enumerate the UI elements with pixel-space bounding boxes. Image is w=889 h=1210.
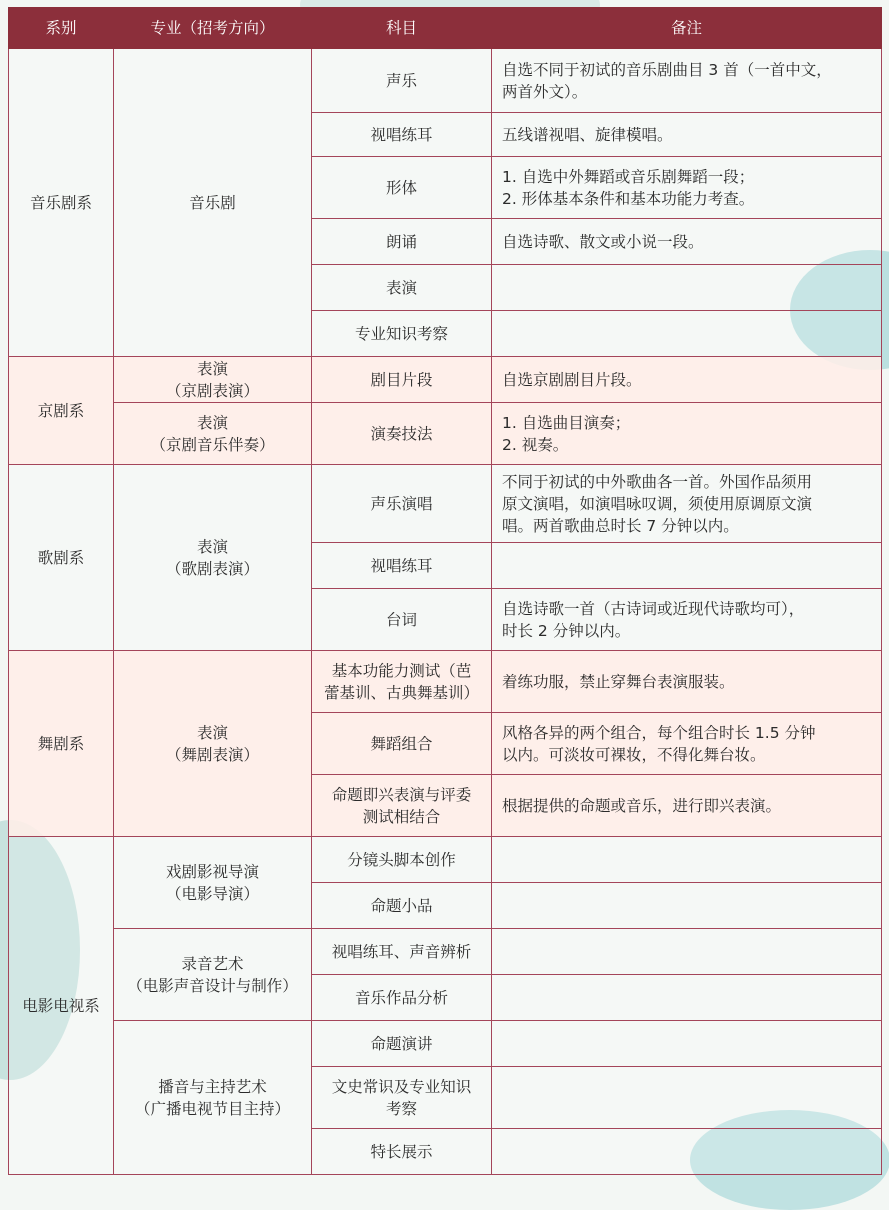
table-header-row [9, 8, 882, 49]
text-line: 1. 自选中外舞蹈或音乐剧舞蹈一段； [502, 167, 755, 186]
text-line: 表演 [196, 359, 228, 378]
subject-cell [312, 589, 492, 651]
subject-cell [312, 1021, 492, 1067]
subject-cell [312, 219, 492, 265]
note-cell [492, 49, 882, 113]
note-cell [492, 775, 882, 837]
note-cell [492, 265, 882, 311]
note-cell [492, 929, 882, 975]
table-row [9, 837, 882, 883]
text-line: 戏剧影视导演 [165, 862, 259, 881]
text-line: 演奏技法 [370, 424, 433, 443]
text-line: （歌剧表演） [165, 559, 259, 578]
text-line: 形体 [385, 178, 417, 197]
subject-cell [312, 265, 492, 311]
major-cell [114, 651, 312, 837]
subject-cell [312, 713, 492, 775]
text-line: （舞剧表演） [165, 745, 259, 764]
text-line: 风格各异的两个组合，每个组合时长 1.5 分钟 [502, 723, 816, 742]
text-line: 台词 [385, 610, 417, 629]
text-line: 舞蹈组合 [370, 734, 433, 753]
text-line: （京剧表演） [165, 381, 259, 400]
subject-cell [312, 1067, 492, 1129]
table-row [9, 357, 882, 403]
text-line: 视唱练耳 [370, 556, 433, 575]
text-line: 原文演唱，如演唱咏叹调，须使用原调原文演 [502, 494, 813, 513]
major-cell [114, 49, 312, 357]
table-row [9, 929, 882, 975]
table-row [9, 49, 882, 113]
dept-cell: 歌剧系 [9, 465, 114, 651]
text-line: 特长展示 [370, 1142, 433, 1161]
text-line: 自选诗歌、散文或小说一段。 [502, 232, 704, 251]
dept-cell: 电影电视系 [9, 837, 114, 1175]
text-line: 1. 自选曲目演奏； [502, 413, 631, 432]
header-dept: 系别 [9, 8, 114, 49]
text-line: 声乐 [385, 71, 417, 90]
note-cell [492, 311, 882, 357]
text-line: 时长 2 分钟以内。 [502, 621, 631, 640]
text-line: 测试相结合 [362, 807, 441, 826]
subject-cell [312, 465, 492, 543]
dept-cell: 音乐剧系 [9, 49, 114, 357]
text-line: 自选京剧剧目片段。 [502, 370, 642, 389]
major-cell [114, 465, 312, 651]
text-line: 音乐剧 [189, 193, 236, 212]
subject-cell [312, 357, 492, 403]
major-cell [114, 1021, 312, 1175]
text-line: 专业知识考察 [354, 324, 448, 343]
text-line: 录音艺术 [181, 954, 244, 973]
note-cell [492, 113, 882, 157]
text-line: 考察 [385, 1099, 417, 1118]
subject-cell [312, 651, 492, 713]
header-major: 专业（招考方向） [114, 8, 312, 49]
major-cell [114, 929, 312, 1021]
text-line: 表演 [385, 278, 417, 297]
text-line: 朗诵 [385, 232, 417, 251]
subject-cell [312, 1129, 492, 1175]
text-line: 自选不同于初试的音乐剧曲目 3 首（一首中文， [502, 60, 832, 79]
note-cell [492, 543, 882, 589]
text-line: 文史常识及专业知识 [331, 1077, 472, 1096]
text-line: （广播电视节目主持） [134, 1099, 290, 1118]
major-cell [114, 837, 312, 929]
major-cell [114, 403, 312, 465]
table-row [9, 403, 882, 465]
text-line: （京剧音乐伴奏） [150, 435, 275, 454]
note-cell [492, 651, 882, 713]
text-line: 不同于初试的中外歌曲各一首。外国作品须用 [502, 472, 813, 491]
subject-cell [312, 883, 492, 929]
note-cell [492, 403, 882, 465]
note-cell [492, 713, 882, 775]
text-line: 两首外文）。 [502, 82, 588, 101]
major-cell [114, 357, 312, 403]
dept-cell: 舞剧系 [9, 651, 114, 837]
text-line: 2. 形体基本条件和基本功能力考查。 [502, 189, 755, 208]
subject-cell [312, 157, 492, 219]
text-line: 剧目片段 [370, 370, 433, 389]
text-line: 命题小品 [370, 896, 433, 915]
note-cell [492, 157, 882, 219]
subject-cell [312, 837, 492, 883]
note-cell [492, 975, 882, 1021]
text-line: 表演 [196, 413, 228, 432]
subject-cell [312, 775, 492, 837]
text-line: 以内。可淡妆可裸妆，不得化舞台妆。 [502, 745, 766, 764]
table-body [9, 49, 882, 1175]
text-line: 声乐演唱 [370, 494, 433, 513]
text-line: 自选诗歌一首（古诗词或近现代诗歌均可）， [502, 599, 805, 618]
note-cell [492, 1067, 882, 1129]
text-line: 五线谱视唱、旋律模唱。 [502, 125, 673, 144]
text-line: 播音与主持艺术 [158, 1077, 267, 1096]
header-subject: 科目 [312, 8, 492, 49]
note-cell [492, 883, 882, 929]
text-line: 表演 [196, 723, 228, 742]
text-line: 根据提供的命题或音乐，进行即兴表演。 [502, 796, 782, 815]
text-line: 视唱练耳、声音辨析 [331, 942, 472, 961]
text-line: 视唱练耳 [370, 125, 433, 144]
dept-cell: 京剧系 [9, 357, 114, 465]
note-cell [492, 589, 882, 651]
admission-subjects-table [8, 7, 882, 1175]
note-cell [492, 1129, 882, 1175]
text-line: 蕾基训、古典舞基训） [323, 683, 479, 702]
note-cell [492, 465, 882, 543]
subject-cell [312, 113, 492, 157]
subject-cell [312, 311, 492, 357]
note-cell [492, 219, 882, 265]
header-notes: 备注 [492, 8, 882, 49]
note-cell [492, 837, 882, 883]
text-line: 命题演讲 [370, 1034, 433, 1053]
text-line: 音乐作品分析 [354, 988, 448, 1007]
text-line: 分镜头脚本创作 [347, 850, 456, 869]
subject-cell [312, 543, 492, 589]
table-row [9, 465, 882, 543]
text-line: 命题即兴表演与评委 [331, 785, 472, 804]
subject-cell [312, 403, 492, 465]
table-row [9, 1021, 882, 1067]
text-line: 2. 视奏。 [502, 435, 569, 454]
subject-cell [312, 49, 492, 113]
note-cell [492, 357, 882, 403]
text-line: （电影导演） [165, 884, 259, 903]
table-row [9, 651, 882, 713]
text-line: 表演 [196, 537, 228, 556]
text-line: 基本功能力测试（芭 [331, 661, 472, 680]
subject-cell [312, 929, 492, 975]
note-cell [492, 1021, 882, 1067]
subject-cell [312, 975, 492, 1021]
text-line: （电影声音设计与制作） [127, 976, 298, 995]
text-line: 唱。两首歌曲总时长 7 分钟以内。 [502, 516, 739, 535]
text-line: 着练功服，禁止穿舞台表演服装。 [502, 672, 735, 691]
